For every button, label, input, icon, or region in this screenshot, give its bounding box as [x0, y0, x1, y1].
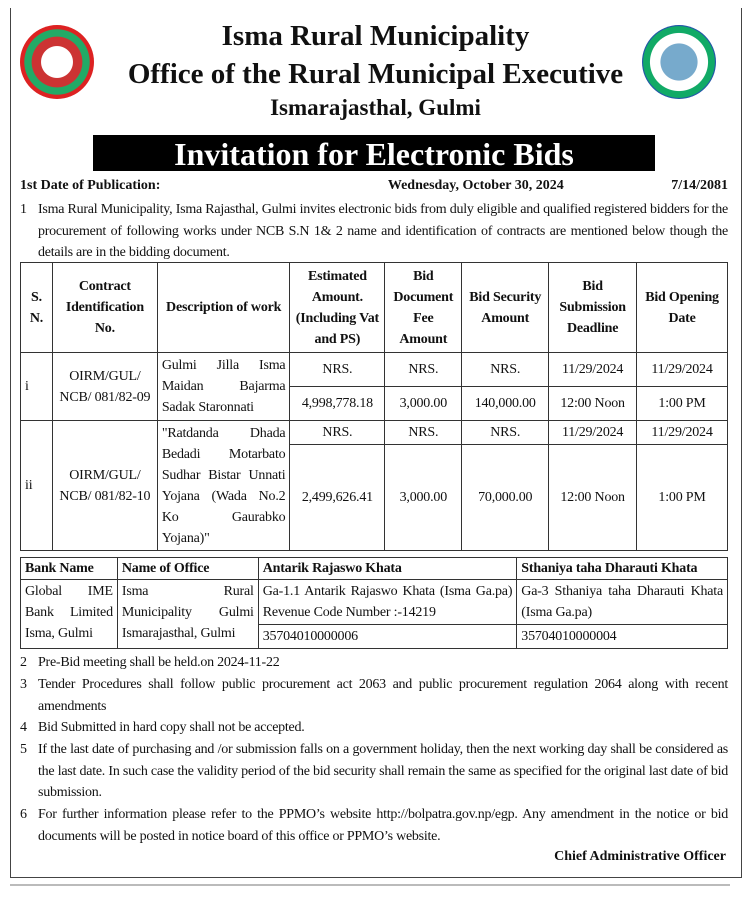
cell-bank-name: Global IME Bank Limited Isma, Gulmi — [21, 580, 118, 649]
cell-submission-time: 12:00 Noon — [549, 387, 637, 421]
cell-currency: NRS. — [290, 421, 385, 445]
cell-fee: 3,000.00 — [385, 387, 462, 421]
cell-fee: 3,000.00 — [385, 445, 462, 551]
col-header: S. N. — [21, 263, 53, 353]
note-number: 4 — [20, 720, 27, 735]
cell-submission-date: 11/29/2024 — [549, 421, 637, 445]
office-location: Ismarajasthal, Gulmi — [270, 95, 481, 120]
cell-estimated-amount: 2,499,626.41 — [290, 445, 385, 551]
table-row — [21, 421, 728, 445]
col-header: Bid Submission Deadline — [549, 263, 637, 353]
cell-opening-time: 1:00 PM — [637, 445, 728, 551]
cell-currency: NRS. — [290, 353, 385, 387]
col-header: Contract Identification No. — [52, 263, 157, 353]
cell-submission-date: 11/29/2024 — [549, 353, 637, 387]
office-name: Office of the Rural Municipal Executive — [127, 58, 624, 90]
table-header-row — [21, 558, 728, 580]
note-text: If the last date of purchasing and /or submission falls on a government holiday, then the next working day shall be considered as the last date. In such case the validity period of the bid security shall remain the same as specified for the original last date of bid submission. — [38, 742, 728, 800]
cell-estimated-amount: 4,998,778.18 — [290, 387, 385, 421]
note-item — [20, 804, 728, 847]
note-item — [20, 739, 728, 804]
cell-sthaniya-account-no: 35704010000004 — [517, 625, 728, 649]
note-text: For further information please refer to the PPMO’s website http://bolpatra.gov.np/egp. Any amendment in the notice or bid documents will be posted in notice board of this office or PPMO’s website. — [38, 807, 728, 844]
col-header: Bid Document Fee Amount — [385, 263, 462, 353]
cell-antarik-account-no: 35704010000006 — [258, 625, 517, 649]
note-number: 1 — [20, 202, 27, 217]
cell-office: Isma Rural Municipality Gulmi Ismarajasthal, Gulmi — [117, 580, 258, 649]
note-number: 3 — [20, 677, 27, 692]
note-number: 2 — [20, 655, 27, 670]
col-header: Description of work — [157, 263, 290, 353]
cell-security: 140,000.00 — [462, 387, 549, 421]
cell-description: "Ratdanda Dhada Bedadi Motarbato Sudhar Bistar Unnati Yojana (Wada No.2 Ko Gaurabko Yojana)" — [157, 421, 290, 551]
contracts-table — [20, 262, 728, 551]
table-row — [21, 353, 728, 387]
col-header: Bid Security Amount — [462, 263, 549, 353]
signature-title: Chief Administrative Officer — [554, 849, 726, 864]
publication-nepali-date: 7/14/2081 — [671, 178, 728, 193]
cell-currency: NRS. — [385, 421, 462, 445]
note-item — [20, 674, 728, 717]
cell-contract-id: OIRM/GUL/ NCB/ 081/82-09 — [52, 353, 157, 421]
cell-sn: i — [21, 353, 53, 421]
cell-currency: NRS. — [385, 353, 462, 387]
table-row — [21, 580, 728, 625]
note-number: 6 — [20, 807, 27, 822]
cell-antarik-khata: Ga-1.1 Antarik Rajaswo Khata (Isma Ga.pa) Revenue Code Number :-14219 — [258, 580, 517, 625]
intro-paragraph — [20, 199, 728, 264]
note-item — [20, 717, 728, 739]
cell-opening-date: 11/29/2024 — [637, 421, 728, 445]
cell-sn: ii — [21, 421, 53, 551]
note-text: Isma Rural Municipality, Isma Rajasthal, Gulmi invites electronic bids from duly eligible and qualified registered bidders for the procurement of following works under NCB S.N 1& 2 name and identification of contracts are mentioned below though the details are in the bidding document. — [38, 202, 728, 260]
cell-currency: NRS. — [462, 353, 549, 387]
cell-submission-time: 12:00 Noon — [549, 445, 637, 551]
note-text: Pre-Bid meeting shall be held.on 2024-11-22 — [38, 655, 280, 670]
col-header: Antarik Rajaswo Khata — [258, 558, 517, 580]
page-divider — [10, 884, 730, 886]
note-number: 5 — [20, 742, 27, 757]
col-header: Bid Opening Date — [637, 263, 728, 353]
note-text: Tender Procedures shall follow public procurement act 2063 and public procurement regulation 2064 along with recent amendments — [38, 677, 728, 714]
col-header: Name of Office — [117, 558, 258, 580]
publication-date: Wednesday, October 30, 2024 — [387, 178, 564, 193]
cell-security: 70,000.00 — [462, 445, 549, 551]
cell-description: Gulmi Jilla Isma Maidan Bajarma Sadak Staronnati — [157, 353, 290, 421]
bank-accounts-table — [20, 557, 728, 649]
cell-contract-id: OIRM/GUL/ NCB/ 081/82-10 — [52, 421, 157, 551]
col-header: Estimated Amount. (Including Vat and PS) — [290, 263, 385, 353]
note-item — [20, 652, 728, 674]
publication-line — [20, 178, 728, 194]
cell-opening-date: 11/29/2024 — [637, 353, 728, 387]
col-header: Bank Name — [21, 558, 118, 580]
cell-currency: NRS. — [462, 421, 549, 445]
note-text: Bid Submitted in hard copy shall not be accepted. — [38, 720, 305, 735]
table-header-row — [21, 263, 728, 353]
cell-sthaniya-khata: Ga-3 Sthaniya taha Dharauti Khata (Isma Ga.pa) — [517, 580, 728, 625]
municipality-name: Isma Rural Municipality — [221, 20, 530, 52]
col-header: Sthaniya taha Dharauti Khata — [517, 558, 728, 580]
publication-label: 1st Date of Publication: — [20, 178, 161, 193]
notice-title-banner: Invitation for Electronic Bids — [93, 135, 655, 171]
cell-opening-time: 1:00 PM — [637, 387, 728, 421]
